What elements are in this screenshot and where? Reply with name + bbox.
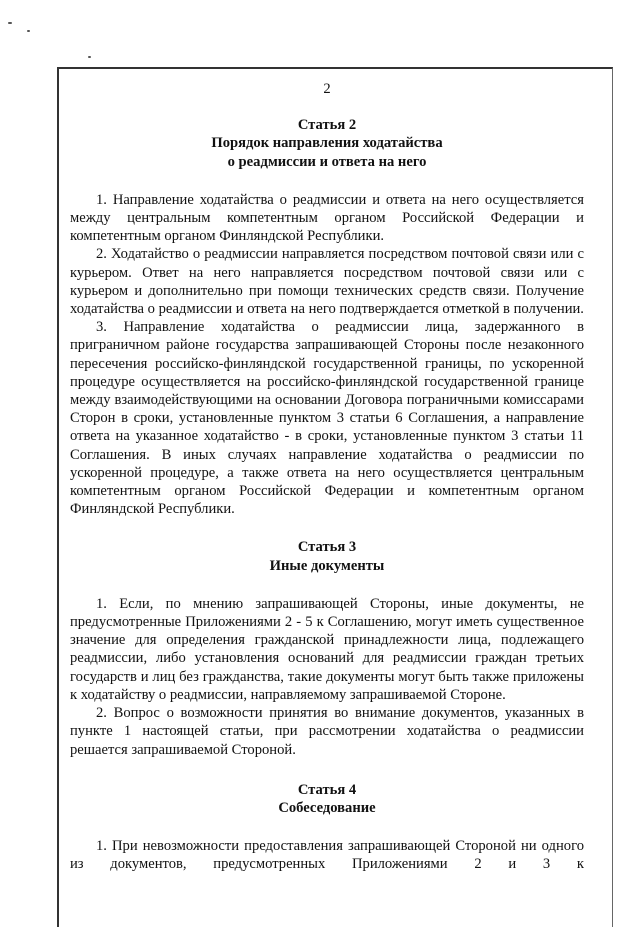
article-3 — [70, 538, 584, 758]
document-body — [70, 80, 584, 890]
paragraph: 1. При невозможности предоставления запрашивающей Стороной ни одного из документов, предусмотренных Приложениями 2 и 3 к — [70, 838, 584, 873]
article-2 — [70, 116, 584, 518]
article-heading: Собеседование — [278, 799, 376, 816]
paragraph: 2. Вопрос о возможности принятия во внимание документов, указанных в пункте 1 настоящей статьи, при рассмотрении ходатайства о реадмиссии решается запрашиваемой Стороной. — [70, 705, 584, 758]
article-heading: Иные документы — [269, 557, 385, 574]
article-title: Статья 4 — [297, 781, 357, 798]
article-heading: Порядок направления ходатайства — [211, 135, 443, 152]
article-header — [70, 116, 584, 171]
scan-mark — [88, 56, 91, 58]
article-4 — [70, 781, 584, 874]
article-title: Статья 2 — [297, 117, 357, 134]
article-header — [70, 538, 584, 574]
paragraph: 3. Направление ходатайства о реадмиссии лица, задержанного в приграничном районе государства запрашивающей Стороны после незаконного пересечения российско-финляндской государственной границы, по ускоренной процедуре осуществляется на российско-финляндской государственной границе между взаимодействующими на основании Договора пограничными комиссарами Сторон в сроки, установленные пунктом 3 статьи 6 Соглашения, а направление ответа на указанное ходатайство - в сроки, установленные пунктом 3 статьи 11 Соглашения. В иных случаях направление ходатайства о реадмиссии по ускоренной процедуре, а также ответа на него осуществляется центральным компетентным органом Российской Федерации и компетентным органом Финляндской Республики. — [70, 319, 584, 518]
scan-mark — [27, 30, 30, 32]
paragraph: 1. Направление ходатайства о реадмиссии и ответа на него осуществляется между центральным компетентным органом Российской Федерации и компетентным органом Финляндской Республики. — [70, 191, 584, 245]
article-title: Статья 3 — [297, 539, 357, 556]
page-number: 2 — [323, 81, 331, 97]
article-heading: о реадмиссии и ответа на него — [227, 153, 427, 170]
paragraph: 2. Ходатайство о реадмиссии направляется посредством почтовой связи или с курьером. Ответ на него направляется посредством почтовой связи или с курьером и дополнительно при помощи технических средств связи. Получение ходатайства о реадмиссии и ответа на него подтверждается отметкой в получении. — [70, 246, 584, 318]
paragraph: 1. Если, по мнению запрашивающей Стороны, иные документы, не предусмотренные Приложениями 2 - 5 к Соглашению, могут иметь существенное значение для определения гражданской принадлежности лица, подлежащего реадмиссии, либо установления оснований для реадмиссии граждан третьих государств и лиц без гражданства, такие документы могут быть также приложены к ходатайству о реадмиссии, направляемому запрашиваемой Стороне. — [70, 595, 584, 703]
scan-mark — [8, 22, 12, 24]
article-header — [70, 781, 584, 817]
